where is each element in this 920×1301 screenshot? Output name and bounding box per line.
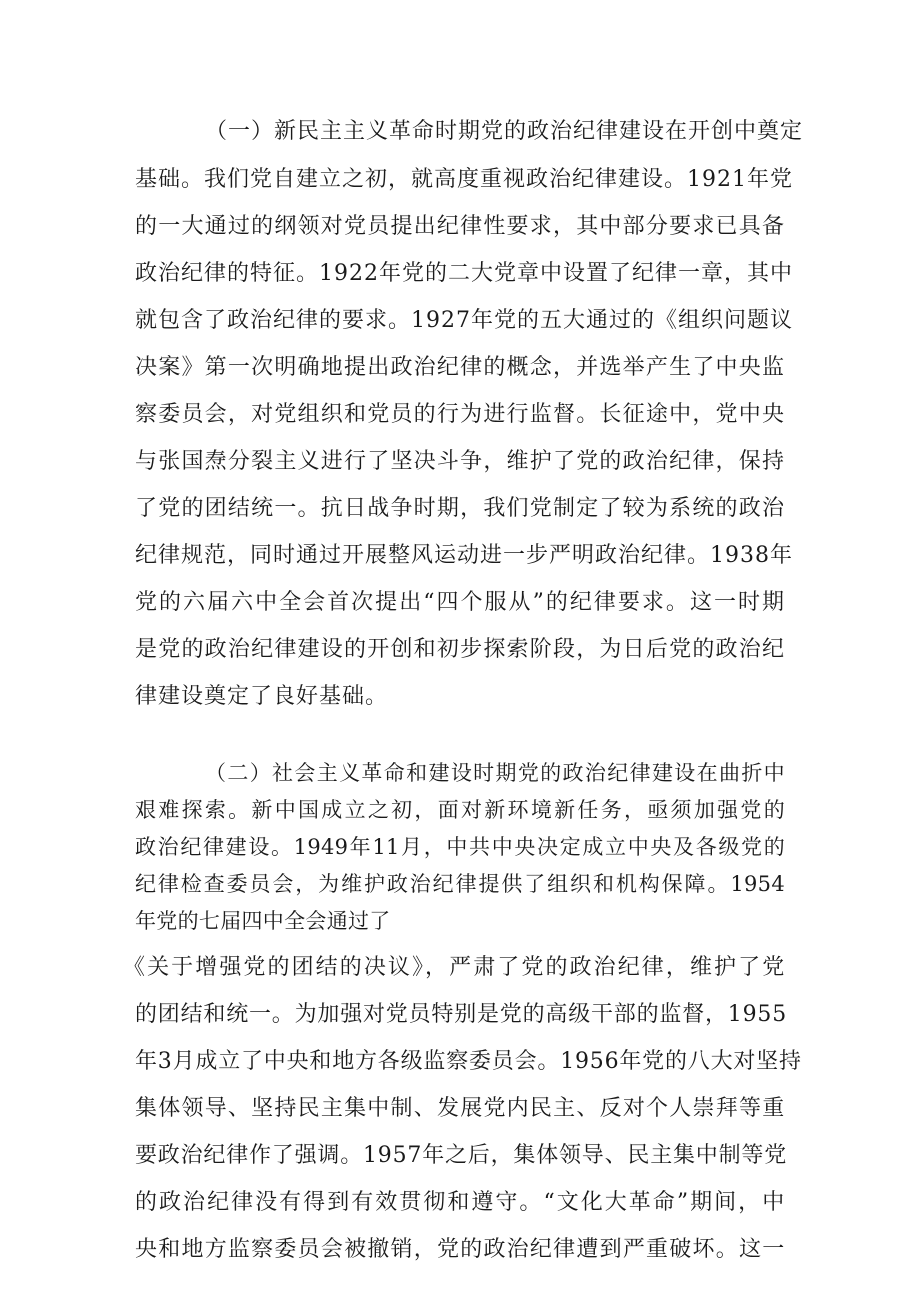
paragraph-2-line-2: 艰难探索。新中国成立之初，面对新环境新任务，亟须加强党的	[135, 798, 785, 822]
paragraph-2-line-8: 年3月成立了中央和地方各级监察委员会。1956年党的八大对坚持	[135, 1049, 802, 1074]
paragraph-1-line-3: 的一大通过的纲领对党员提出纪律性要求，其中部分要求已具备	[135, 214, 785, 239]
paragraph-2-line-1: （二）社会主义革命和建设时期党的政治纪律建设在曲折中	[205, 761, 785, 785]
paragraph-1-line-10: 纪律规范，同时通过开展整风运动进一步严明政治纪律。1938年	[135, 543, 793, 568]
paragraph-2-line-5: 年党的七届四中全会通过了	[135, 909, 391, 933]
paragraph-1-line-7: 察委员会，对党组织和党员的行为进行监督。长征途中，党中央	[135, 402, 785, 427]
paragraph-2-line-12: 央和地方监察委员会被撤销，党的政治纪律遭到严重破坏。这一	[135, 1237, 785, 1262]
paragraph-2-line-7: 的团结和统一。为加强对党员特别是党的高级干部的监督，1955	[135, 1002, 787, 1027]
paragraph-1-line-6: 决案》第一次明确地提出政治纪律的概念，并选举产生了中央监	[135, 355, 785, 380]
paragraph-2-line-9: 集体领导、坚持民主集中制、发展党内民主、反对个人崇拜等重	[135, 1096, 785, 1121]
paragraph-2-line-11: 的政治纪律没有得到有效贯彻和遵守。“文化大革命”期间，中	[135, 1190, 785, 1215]
paragraph-2-line-4: 纪律检查委员会，为维护政治纪律提供了组织和机构保障。1954	[135, 872, 785, 896]
paragraph-1-line-11: 党的六届六中全会首次提出“四个服从”的纪律要求。这一时期	[135, 590, 785, 615]
paragraph-1-line-5: 就包含了政治纪律的要求。1927年党的五大通过的《组织问题议	[135, 308, 793, 333]
paragraph-1-line-9: 了党的团结统一。抗日战争时期，我们党制定了较为系统的政治	[135, 496, 785, 521]
paragraph-1-line-13: 律建设奠定了良好基础。	[135, 684, 389, 709]
paragraph-1-line-8: 与张国焘分裂主义进行了坚决斗争，维护了党的政治纪律，保持	[135, 449, 785, 474]
paragraph-2-line-10: 要政治纪律作了强调。1957年之后，集体领导、民主集中制等党	[135, 1143, 787, 1168]
paragraph-2-line-3: 政治纪律建设。1949年11月，中共中央决定成立中央及各级党的	[135, 835, 785, 859]
paragraph-1-line-12: 是党的政治纪律建设的开创和初步探索阶段，为日后党的政治纪	[135, 637, 785, 662]
paragraph-1-line-2: 基础。我们党自建立之初，就高度重视政治纪律建设。1921年党	[135, 167, 793, 192]
paragraph-1-line-4: 政治纪律的特征。1922年党的二大党章中设置了纪律一章，其中	[135, 261, 793, 286]
paragraph-1-line-1: （一）新民主主义革命时期党的政治纪律建设在开创中奠定	[205, 119, 804, 144]
paragraph-2-line-6: 《关于增强党的团结的决议》，严肃了党的政治纪律，维护了党	[123, 955, 785, 980]
